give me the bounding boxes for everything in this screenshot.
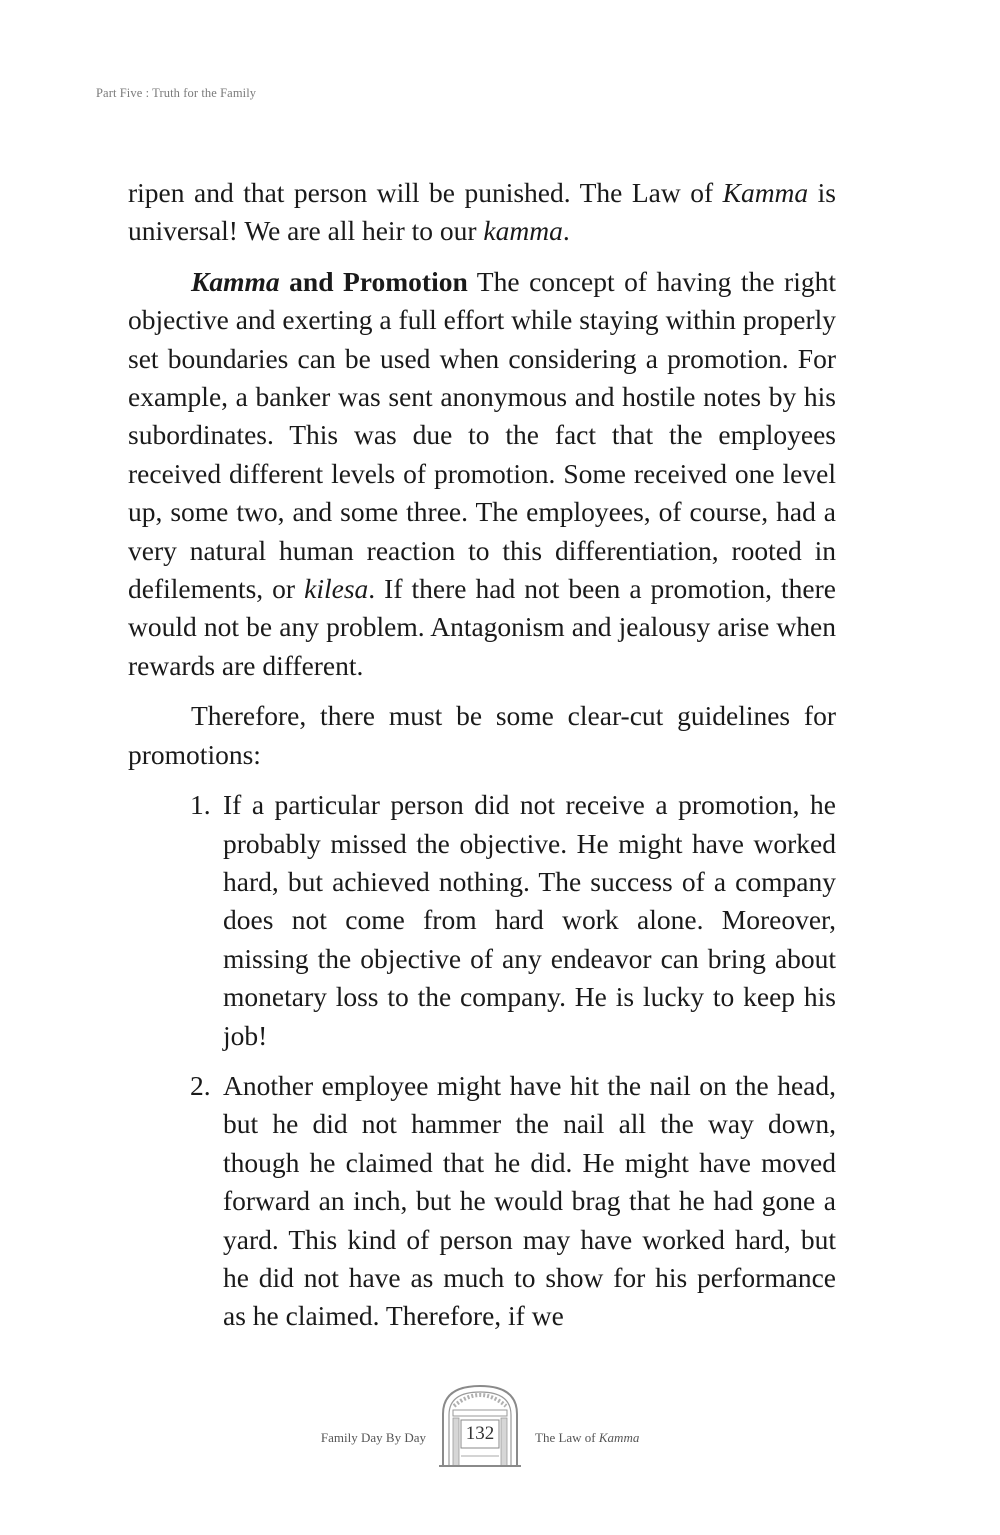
list-item-text: Another employee might have hit the nail on the head, but he did not hammer the nail all the way down, though he claimed that he did. He might have moved forward an inch, but he would brag that he had gone a yard. This kind of person may have worked hard, but he did not have as much to show for his performance as he claimed. Therefore, if we	[223, 1069, 836, 1332]
text-run: is universal! We are all heir to our	[128, 177, 837, 247]
paragraph-continuation	[128, 174, 836, 251]
list-item	[128, 786, 836, 1055]
page-body	[128, 174, 836, 1336]
text-run: kilesa	[304, 573, 369, 605]
running-header: Part Five : Truth for the Family	[96, 86, 257, 100]
page-footer	[0, 1380, 1000, 1480]
text-run: The concept of having the right objective and exerting a full effort while staying within properly set boundaries can be used when considering a promotion. For example, a banker was sent anonymous and hostile notes by his subordinates. This was due to the fact that the employees received different levels of promotion. Some received one level up, some two, and some three. The employees, of course, had a very natural human reaction to this differentiation, rooted in defilements, or	[128, 265, 836, 605]
list-item-number: 1.	[190, 789, 211, 821]
text-run: Kamma	[191, 265, 280, 297]
page-number: 132	[465, 1423, 495, 1444]
guidelines-list	[128, 786, 836, 1336]
text-run: ripen and that person will be punished. The Law of	[128, 177, 723, 208]
paragraph-guidelines-intro	[128, 697, 836, 774]
list-item-text: If a particular person did not receive a promotion, he probably missed the objective. He might have worked hard, but achieved nothing. The success of a company does not come from hard work alone. Moreover, missing the objective of any endeavor can bring about monetary loss to the company. He is lucky to keep his job!	[223, 789, 836, 1051]
text-run: Kamma	[722, 177, 809, 208]
text-run: and Promotion	[279, 265, 468, 297]
text-run: Therefore, there must be some clear-cut guidelines for promotions:	[128, 700, 836, 770]
paragraph-kamma-and-promotion	[128, 263, 836, 685]
list-item	[128, 1067, 836, 1336]
text-run: .	[562, 215, 570, 247]
footer-book-title: Family Day By Day	[320, 1430, 426, 1445]
footer-chapter-title: The Law of Kamma	[535, 1430, 640, 1445]
text-run: . If there had not been a promotion, there would not be any problem. Antagonism and jealousy arise when rewards are different.	[128, 573, 836, 681]
list-item-number: 2.	[190, 1069, 211, 1101]
text-run: kamma	[483, 215, 563, 247]
